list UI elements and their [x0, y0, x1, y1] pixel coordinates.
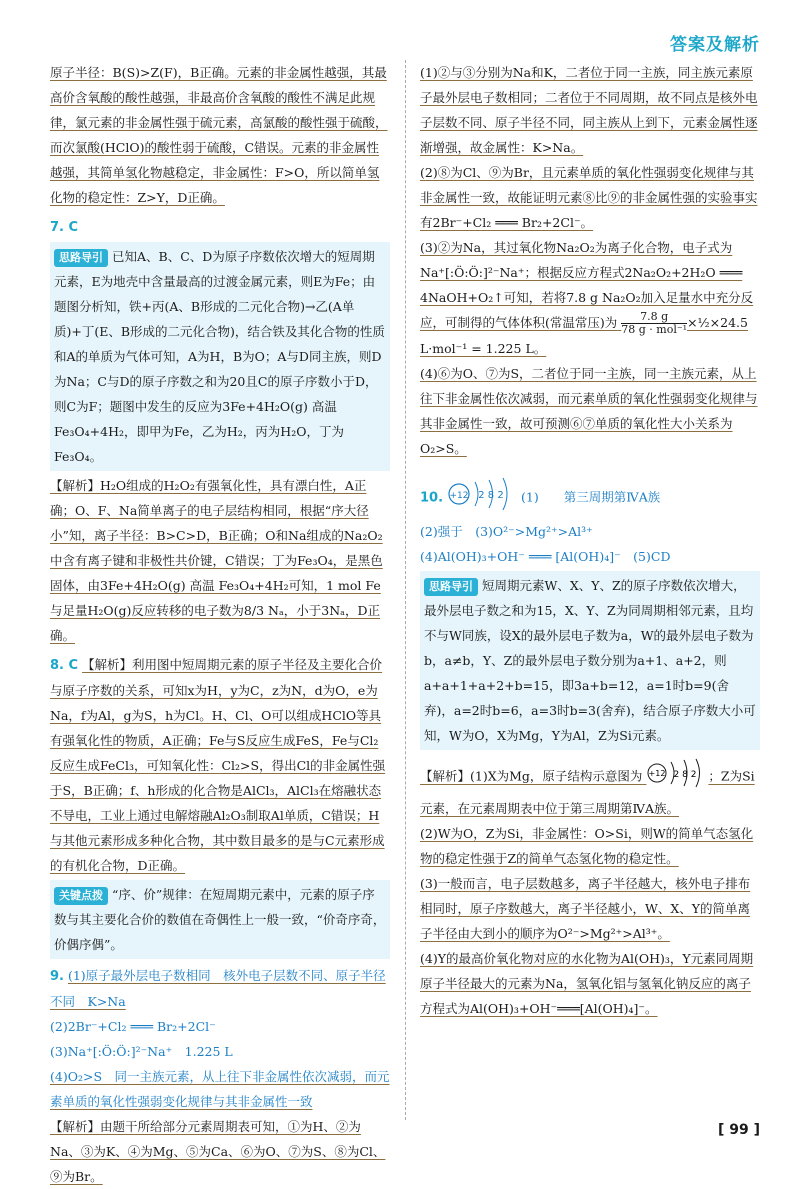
- q10-analysis-2: (2)W为O，Z为Si，非金属性：O>Si，则W的简单气态氢化物的稳定性强于Z的简单气态氢化物的稳定性。: [420, 826, 754, 866]
- nucleus-charge: +12: [449, 491, 469, 501]
- q9-answer-2: (2)2Br⁻+Cl₂ ═══ Br₂+2Cl⁻: [50, 1019, 216, 1034]
- q7-analysis: 【解析】H₂O组成的H₂O₂有强氧化性，具有漂白性，A正确；O、F、Na简单离子的电子层结构相同，根据“序大径小”知，离子半径：B>C>D，B正确；O和Na组成的Na₂O₂中含有离子键和非极性共价键，C错误；丁为Fe₃O₄，是黑色固体，由3Fe+4H₂O(g) 高温 Fe₃O₄+4H₂可知，1 mol Fe与足量H₂O(g)反应转移的电子数为8/3 Nₐ，小于3Nₐ，D正确。: [50, 478, 383, 643]
- column-divider: [405, 60, 406, 1120]
- q8-answer: 8. C: [50, 658, 79, 673]
- q6-analysis-tail: 原子半径：B(S)>Z(F)，B正确。元素的非金属性越强，其最高价含氧酸的酸性越强，非最高价含氧酸的酸性不满足此规律，氯元素的非金属性强于硫元素，高氯酸的酸性强于硫酸，而次氯酸(HClO)的酸性弱于硫酸，C错误。元素的非金属性越强，其简单氢化物越稳定，非金属性：F>O，所以简单氢化物的稳定性：Z>Y，D正确。: [50, 65, 388, 205]
- q8-tip-tag: 关键点拨: [54, 887, 108, 905]
- q10-analysis-1a: 【解析】(1)X为Mg，原子结构示意图为: [420, 768, 643, 784]
- page-header-title: 答案及解析: [670, 35, 760, 55]
- q7-guide-text: 已知A、B、C、D为原子序数依次增大的短周期元素，E为地壳中含量最高的过渡金属元素，则E为Fe；由题图分析知，铁+丙(A、B形成的二元化合物)→乙(A单质)+丁(E、B形成的二元化合物)，结合铁及其化合物的性质和A的单质为气体可知，A为H，B为O；A与D同主族，则D为Na；C与D的原子序数之和为20且C的原子序数小于D，则C为F；题图中发生的反应为3Fe+4H₂O(g) 高温 Fe₃O₄+4H₂，即甲为Fe，乙为H₂，丙为H₂O，丁为Fe₃O₄。: [54, 249, 385, 464]
- q9-analysis: 【解析】由题干所给部分元素周期表可知，①为H、②为Na、③为K、④为Mg、⑤为Ca、⑥为O、⑦为S、⑧为Cl、⑨为Br。: [50, 1119, 386, 1184]
- q7-guide-box: [50, 242, 390, 471]
- q8-tip-box: [50, 880, 390, 959]
- q8-analysis: 【解析】利用图中短周期元素的原子半径及主要化合价与原子序数的关系，可知x为H，y为C，z为N，d为O，e为Na，f为Al，g为S，h为Cl。H、Cl、O可以组成HClO等具有强氧化性的物质，A正确；Fe与S反应生成FeS，Fe与Cl₂反应生成FeCl₃，可知氧化性：Cl₂>S，得出Cl的非金属性强于S，B正确；f、h形成的化合物是AlCl₃，AlCl₃在熔融状态不导电，工业上通过电解熔融Al₂O₃制取Al单质，C错误；H与其他元素形成多种化合物，其中数目最多的是与C元素形成的有机化合物，D正确。: [50, 657, 386, 873]
- q10-analysis-4: (4)Y的最高价氧化物对应的水化物为Al(OH)₃，Y元素同周期原子半径最大的元素为Na，氢氧化铝与氢氧化钠反应的离子方程式为Al(OH)₃+OH⁻═══[Al(OH)₄]⁻。: [420, 951, 754, 1016]
- q10-answer-2-3: (2)强于 (3)O²⁻>Mg²⁺>Al³⁺: [420, 524, 593, 539]
- q10-number: 10.: [420, 490, 444, 506]
- left-column: [50, 60, 390, 1189]
- q9-analysis-3-tail: ×½×24.5 L·mol⁻¹ = 1.225 L。: [420, 315, 748, 356]
- q9-analysis-1: (1)②与③分别为Na和K，二者位于同一主族，同主族元素原子最外层电子数相同；二者位于不同周期，故不同点是核外电子层数不同、原子半径不同，同主族从上到下，元素金属性逐渐增强，故金属性：K>Na。: [420, 65, 758, 155]
- fraction-denominator: 78 g · mol⁻¹: [621, 323, 688, 336]
- q9-answer-4: (4)O₂>S 同一主族元素，从上往下非金属性依次减弱，而元素单质的氧化性强弱变化规律与其非金属性一致: [50, 1069, 390, 1109]
- q10-guide-text: 短周期元素W、X、Y、Z的原子序数依次增大，最外层电子数之和为15，X、Y、Z为同周期相邻元素，且均不与W同族，设X的最外层电子数为a，W的最外层电子数为b，a≠b，Y、Z的最外层电子数分别为a+1、a+2，则a+a+1+a+2+b=15，即3a+b=12，a=1时b=9(舍弃)，a=2时b=6，a=3时b=3(舍弃)，结合原子序数大小可知，W为O，X为Mg，Y为Al，Z为Si元素。: [424, 578, 756, 743]
- q10-analysis-1b: ；Z为Si元素，在元素周期表中位于第三周期第ⅣA族。: [420, 768, 755, 816]
- mg-atom-structure-diagram-2: [646, 758, 708, 796]
- q10-guide-tag: 思路导引: [424, 578, 478, 596]
- q9-answer-1: (1)原子最外层电子数相同 核外电子层数不同、原子半径不同 K>Na: [50, 968, 386, 1009]
- q10-answer-4-5: (4)Al(OH)₃+OH⁻ ═══ [Al(OH)₄]⁻ (5)CD: [420, 549, 671, 564]
- q10-guide-box: [420, 571, 760, 750]
- q9-analysis-3: (3)②为Na，其过氧化物Na₂O₂为离子化合物，电子式为Na⁺[:Ö:Ö:]²⁻Na⁺；根据反应方程式2Na₂O₂+2H₂O ═══ 4NaOH+O₂↑可知，若将7.8 g Na₂O₂加入足量水中充分反应，可制得的气体体积(常温常压)为: [420, 240, 754, 330]
- fraction-mass-over-molar: [621, 311, 687, 336]
- q7-answer: 7. C: [50, 220, 79, 235]
- right-column: [420, 60, 760, 1021]
- svg-text:+12: +12: [648, 769, 666, 778]
- page-number: [ 99 ]: [717, 1122, 760, 1138]
- q9-number: 9.: [50, 969, 64, 984]
- q8-tip-text: “序、价”规律：在短周期元素中，元素的原子序数与其主要化合价的数值在奇偶性上一般一致，“价奇序奇，价偶序偶”。: [54, 887, 386, 952]
- q10-answer-1: (1) 第三周期第ⅣA族: [521, 489, 661, 505]
- fraction-numerator: 7.8 g: [621, 311, 687, 324]
- q9-analysis-2: (2)⑧为Cl、⑨为Br，且元素单质的氧化性强弱变化规律与其非金属性一致，故能证明元素⑧比⑨的非金属性强的实验事实有2Br⁻+Cl₂ ═══ Br₂+2Cl⁻。: [420, 165, 758, 230]
- q9-answer-3: (3)Na⁺[:Ö:Ö:]²⁻Na⁺ 1.225 L: [50, 1044, 233, 1059]
- electron-shells: 2 8 2: [478, 490, 504, 501]
- svg-text:2 8 2: 2 8 2: [673, 770, 697, 780]
- q7-guide-tag: 思路导引: [54, 249, 108, 267]
- q10-analysis-3: (3)一般而言，电子层数越多，离子半径越大，核外电子排布相同时，原子序数越大，离子半径越小，W、X、Y的简单离子半径由大到小的顺序为O²⁻>Mg²⁺>Al³⁺。: [420, 876, 751, 941]
- mg-atom-structure-diagram: [447, 477, 517, 519]
- q9-analysis-4: (4)⑥为O、⑦为S，二者位于同一主族，同一主族元素，从上往下非金属性依次减弱，而元素单质的氧化性强弱变化规律与其非金属性一致，故可预测⑥⑦单质的氧化性大小关系为O₂>S。: [420, 366, 758, 456]
